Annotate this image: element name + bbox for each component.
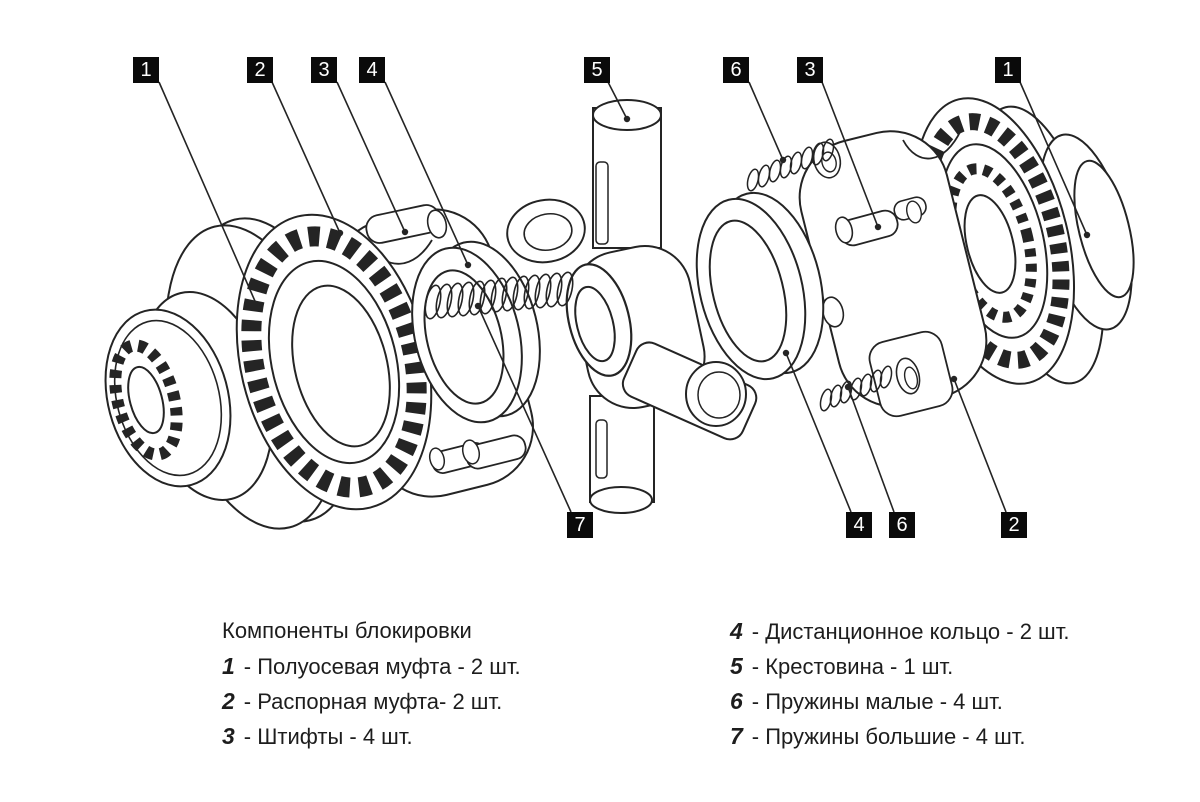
- callout-4-bottom: 4: [846, 512, 872, 538]
- callout-5: 5: [584, 57, 610, 83]
- legend-item-6: [730, 688, 1069, 723]
- legend-item-1-text: - Полуосевая муфта - 2 шт.: [243, 654, 521, 679]
- legend-item-1-num: 1: [222, 653, 235, 679]
- legend-item-5: [730, 653, 1069, 688]
- callout-7: 7: [567, 512, 593, 538]
- callout-2-left: 2: [247, 57, 273, 83]
- callout-1-left: 1: [133, 57, 159, 83]
- legend-item-3-text: - Штифты - 4 шт.: [243, 724, 413, 749]
- legend-item-1: [222, 653, 521, 688]
- callout-6-bottom: 6: [889, 512, 915, 538]
- callout-3-left: 3: [311, 57, 337, 83]
- legend-item-4: [730, 618, 1069, 653]
- callout-6-top: 6: [723, 57, 749, 83]
- callout-4-top: 4: [359, 57, 385, 83]
- legend-item-7-text: - Пружины большие - 4 шт.: [751, 724, 1026, 749]
- legend-item-2-num: 2: [222, 688, 235, 714]
- legend-title: Компоненты блокировки: [222, 618, 472, 643]
- legend-item-6-text: - Пружины малые - 4 шт.: [751, 689, 1003, 714]
- legend-item-4-num: 4: [730, 618, 743, 644]
- legend-item-6-num: 6: [730, 688, 743, 714]
- legend-item-7: [730, 723, 1069, 758]
- legend-item-4-text: - Дистанционное кольцо - 2 шт.: [751, 619, 1070, 644]
- legend-left-column: [222, 618, 521, 758]
- callout-3-right: 3: [797, 57, 823, 83]
- callout-2-bottom: 2: [1001, 512, 1027, 538]
- legend-right-column: [730, 618, 1069, 758]
- legend-item-7-num: 7: [730, 723, 743, 749]
- legend-item-2-text: - Распорная муфта- 2 шт.: [243, 689, 503, 714]
- legend-item-5-text: - Крестовина - 1 шт.: [751, 654, 954, 679]
- callout-1-right: 1: [995, 57, 1021, 83]
- legend-item-5-num: 5: [730, 653, 743, 679]
- legend-item-2: [222, 688, 521, 723]
- legend-item-3: [222, 723, 521, 758]
- legend-item-3-num: 3: [222, 723, 235, 749]
